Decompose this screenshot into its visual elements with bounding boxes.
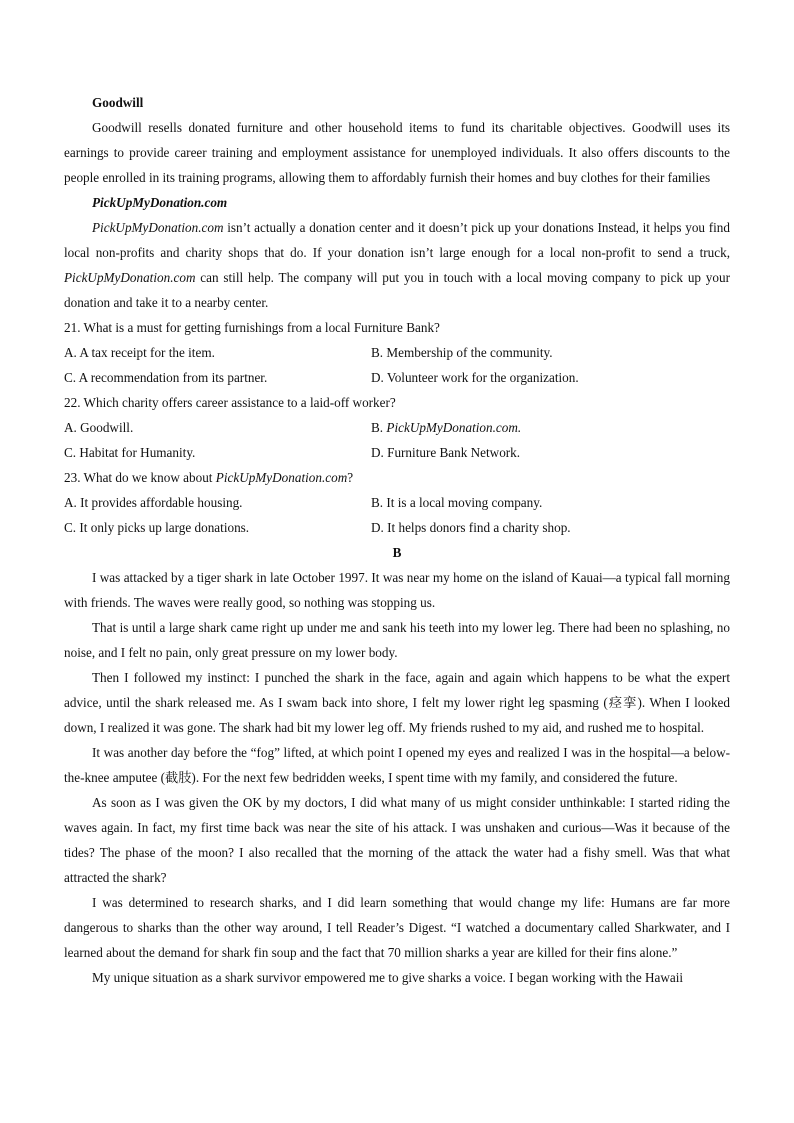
story-paragraph: It was another day before the “fog” lifted, at which point I opened my eyes and realized I was in the hospital—a below-the-knee amputee (截肢). For the next few bedridden weeks, I spent time with my family, and considered the future. xyxy=(64,745,730,785)
option-d: D. Furniture Bank Network. xyxy=(371,445,521,460)
pickup-paragraph xyxy=(64,215,730,315)
option-b xyxy=(371,415,730,440)
goodwill-heading: Goodwill xyxy=(92,95,144,110)
question-21-options-row-1 xyxy=(64,340,730,365)
option-c: C. It only picks up large donations. xyxy=(64,520,250,535)
question-23-stem-suffix: ? xyxy=(347,470,354,485)
question-22-stem: 22. Which charity offers career assistance to a laid-off worker? xyxy=(64,395,396,410)
question-21-stem: 21. What is a must for getting furnishings from a local Furniture Bank? xyxy=(64,320,440,335)
pickup-site-name: PickUpMyDonation.com xyxy=(92,220,224,235)
story-paragraph: That is until a large shark came right up under me and sank his teeth into my lower leg. There had been no splashing, no noise, and I felt no pain, only great pressure on my lower body. xyxy=(64,620,730,660)
question-22-options-row-2 xyxy=(64,440,730,465)
question-21-options-row-2 xyxy=(64,365,730,390)
option-a: A. A tax receipt for the item. xyxy=(64,345,215,360)
option-a: A. It provides affordable housing. xyxy=(64,495,243,510)
option-d: D. It helps donors find a charity shop. xyxy=(371,520,571,535)
pickup-text-1: isn’t actually a donation center and it doesn’t pick up your donations Instead, it helps you find local non-profits and charity shops that do. If your donation isn’t large enough for a local non-profit to send a truck, xyxy=(64,220,730,260)
question-23-stem-prefix: 23. What do we know about xyxy=(64,470,216,485)
pickup-site-name: PickUpMyDonation.com xyxy=(64,270,196,285)
story-paragraph: As soon as I was given the OK by my doctors, I did what many of us might consider unthinkable: I started riding the waves again. In fact, my first time back was near the site of his attack. I was unshaken and curious—Was it because of the tides? The phase of the moon? I also recalled that the morning of the attack the water had a fishy smell. Was that what attracted the shark? xyxy=(64,795,730,885)
document-page xyxy=(64,90,730,990)
option-c: C. Habitat for Humanity. xyxy=(64,445,196,460)
option-b-text: PickUpMyDonation.com. xyxy=(386,420,522,435)
option-c: C. A recommendation from its partner. xyxy=(64,370,268,385)
question-23-options-row-2 xyxy=(64,515,730,540)
story-paragraph: Then I followed my instinct: I punched the shark in the face, again and again which happens to be what the expert advice, until the shark released me. As I swam back into shore, I felt my lower right leg spasming (痉挛). When I looked down, I realized it was gone. The shark had bit my lower leg off. My friends rushed to my aid, and rushed me to hospital. xyxy=(64,670,730,735)
question-23-stem xyxy=(64,465,730,490)
question-23-options-row-1 xyxy=(64,490,730,515)
story-paragraph: I was determined to research sharks, and I did learn something that would change my life: Humans are far more dangerous to sharks than the other way around, I tell Reader’s Digest. “I watched a documentary called Sharkwater, and I learned about the demand for shark fin soup and the fact that 70 million sharks a year are killed for their fins alone.” xyxy=(64,895,730,960)
option-a: A. Goodwill. xyxy=(64,420,134,435)
goodwill-paragraph: Goodwill resells donated furniture and other household items to fund its charitable objectives. Goodwill uses its earnings to provide career training and employment assistance for unemployed individuals. It also offers discounts to the people enrolled in its training programs, allowing them to affordably furnish their homes and buy clothes for their families xyxy=(64,120,730,185)
option-d: D. Volunteer work for the organization. xyxy=(371,370,579,385)
option-b: B. Membership of the community. xyxy=(371,345,553,360)
question-23-stem-site: PickUpMyDonation.com xyxy=(215,470,348,485)
pickup-text-2: can still help. The company will put you in touch with a local moving company to pick up your donation and take it to a nearby center. xyxy=(64,270,730,310)
story-paragraph: My unique situation as a shark survivor empowered me to give sharks a voice. I began working with the Hawaii xyxy=(92,970,684,985)
option-b-letter: B. xyxy=(371,420,387,435)
option-b: B. It is a local moving company. xyxy=(371,495,543,510)
pickup-heading: PickUpMyDonation.com xyxy=(92,195,228,210)
section-b-label: B xyxy=(392,545,402,560)
story-paragraph: I was attacked by a tiger shark in late October 1997. It was near my home on the island of Kauai—a typical fall morning with friends. The waves were really good, so nothing was stopping us. xyxy=(64,570,730,610)
question-22-options-row-1 xyxy=(64,415,730,440)
